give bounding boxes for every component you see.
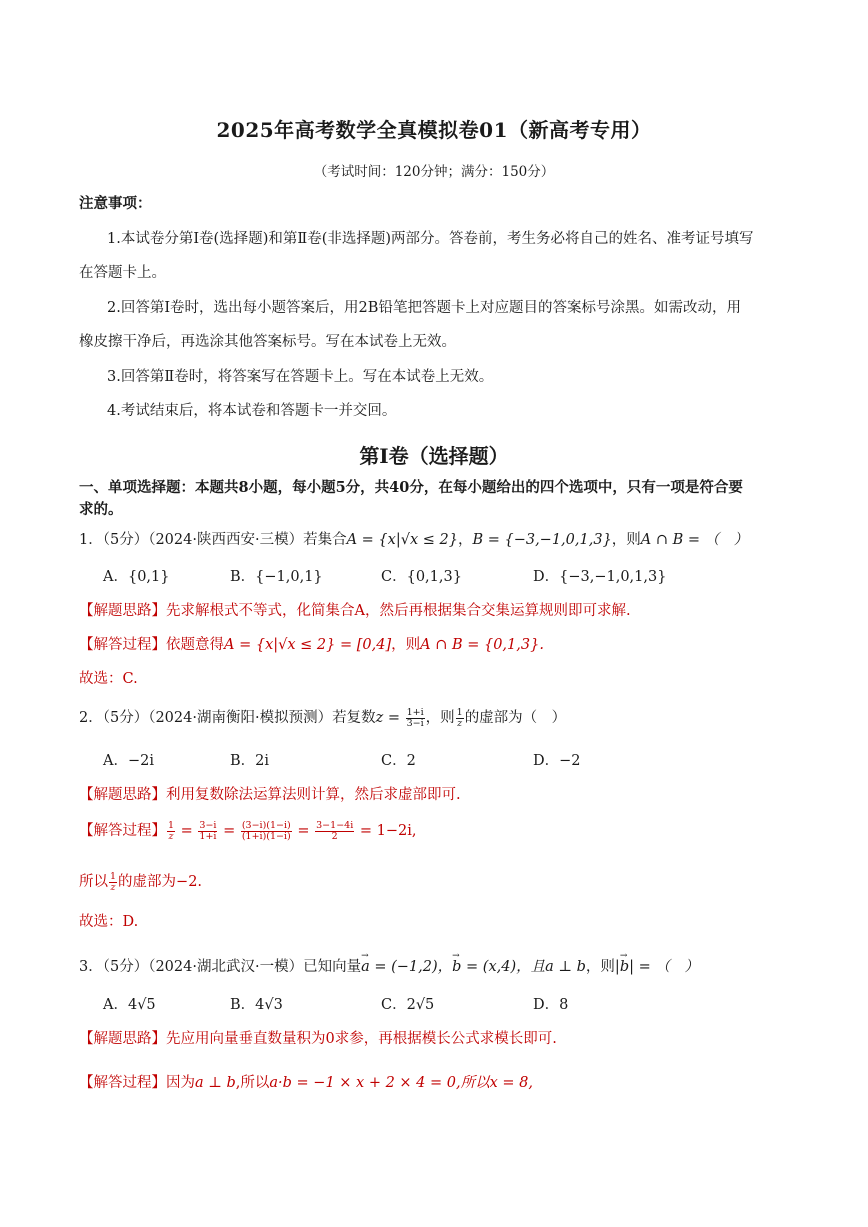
q3-solution-idea: 【解题思路】先应用向量垂直数量积为0求参，再根据模长公式求模长即可. <box>79 1031 557 1047</box>
q3-option-a[interactable]: A．4√5 <box>103 997 156 1013</box>
notice-heading: 注意事项： <box>79 195 152 212</box>
section-title: 第Ⅰ卷（选择题） <box>359 444 509 468</box>
notice-item: 橡皮擦干净后，再选涂其他答案标号。写在本试卷上无效。 <box>79 334 456 350</box>
q2-solution-idea: 【解题思路】利用复数除法运算法则计算，然后求虚部即可. <box>79 787 461 803</box>
q3-option-d[interactable]: D．8 <box>533 997 569 1013</box>
page-title: 2025年高考数学全真模拟卷01（新高考专用） <box>216 118 652 142</box>
notice-item: 2.回答第Ⅰ卷时，选出每小题答案后，用2B铅笔把答题卡上对应题目的答案标号涂黑。如需改动，用 <box>107 300 741 316</box>
fraction: $\frac{(3-i)(1-i)}{(1+i)(1-i)}$ <box>241 819 291 842</box>
q3-option-c[interactable]: C．2√5 <box>381 997 435 1013</box>
fraction: $\frac{1}{z}$ <box>456 706 463 729</box>
q1-option-a[interactable]: A．{0,1} <box>103 569 170 585</box>
question-2-stem: 2．（5分）（2024·湖南衡阳·模拟预测）若复数z = $\frac{1+i}{3-i}$ ，则 $\frac{1}{z}$ 的虚部为（ ） <box>79 706 567 729</box>
q1-option-c[interactable]: C．{0,1,3} <box>381 569 462 585</box>
section-intro: 一、单项选择题：本题共8小题，每小题5分，共40分，在每小题给出的四个选项中，只有一项是符合要 <box>79 479 743 496</box>
fraction: $\frac{1+i}{3-i}$ <box>406 706 424 729</box>
fraction: $\frac{3-i}{1+i}$ <box>199 819 217 842</box>
notice-item: 3.回答第Ⅱ卷时，将答案写在答题卡上。写在本试卷上无效。 <box>107 369 494 385</box>
fraction: $\frac{1}{z}$ <box>110 870 117 893</box>
q1-solution-process: 【解答过程】依题意得A = {x|√x ≤ 2} = [0,4]，则A ∩ B = {0,1,3}. <box>79 637 544 653</box>
q1-option-b[interactable]: B．{−1,0,1} <box>230 569 323 585</box>
q2-option-d[interactable]: D．−2 <box>533 753 581 769</box>
q2-option-a[interactable]: A．−2i <box>103 753 154 769</box>
q1-solution-idea: 【解题思路】先求解根式不等式，化简集合A，然后再根据集合交集运算规则即可求解. <box>79 603 631 619</box>
question-3-stem: 3．（5分）（2024·湖北武汉·一模）已知向量→ a = (−1,2)，→ b = (x,4)，且a ⊥ b，则|→ b| = （ ） <box>79 956 791 978</box>
question-1-stem: 1．（5分）（2024·陕西西安·三模）若集合A = {x|√x ≤ 2}，B = {−3,−1,0,1,3}，则A ∩ B = （ ） <box>79 532 749 548</box>
q3-option-b[interactable]: B．4√3 <box>230 997 283 1013</box>
q2-option-b[interactable]: B．2i <box>230 753 270 769</box>
notice-item: 1.本试卷分第Ⅰ卷(选择题)和第Ⅱ卷(非选择题)两部分。答卷前，考生务必将自己的姓名、准考证号填写 <box>107 231 754 247</box>
exam-time-info: （考试时间：120分钟；满分：150分） <box>313 164 555 180</box>
q1-option-d[interactable]: D．{−3,−1,0,1,3} <box>533 569 667 585</box>
notice-item: 在答题卡上。 <box>79 265 166 281</box>
fraction: $\frac{3-1-4i}{2}$ <box>316 819 354 842</box>
notice-item: 4.考试结束后，将本试卷和答题卡一并交回。 <box>107 403 397 419</box>
q2-option-c[interactable]: C．2 <box>381 753 416 769</box>
fraction: $\frac{1}{z}$ <box>168 819 175 842</box>
section-intro: 求的。 <box>79 501 123 518</box>
q1-answer: 故选：C. <box>79 671 138 687</box>
q2-answer: 故选：D. <box>79 914 139 930</box>
q2-solution-process: 【解答过程】 $\frac{1}{z}$ = $\frac{3-i}{1+i}$ = $\frac{(3-i)(1-i)}{(1+i)(1-i)}$ = $\frac{3-1-4i}{2}$ = 1−2i, <box>79 819 417 842</box>
q2-conclusion: 所以 $\frac{1}{z}$ 的虚部为−2. <box>79 870 203 893</box>
q3-solution-process: 【解答过程】因为a ⊥ b,所以a·b = −1 × x + 2 × 4 = 0,所以x = 8, <box>79 1075 533 1091</box>
